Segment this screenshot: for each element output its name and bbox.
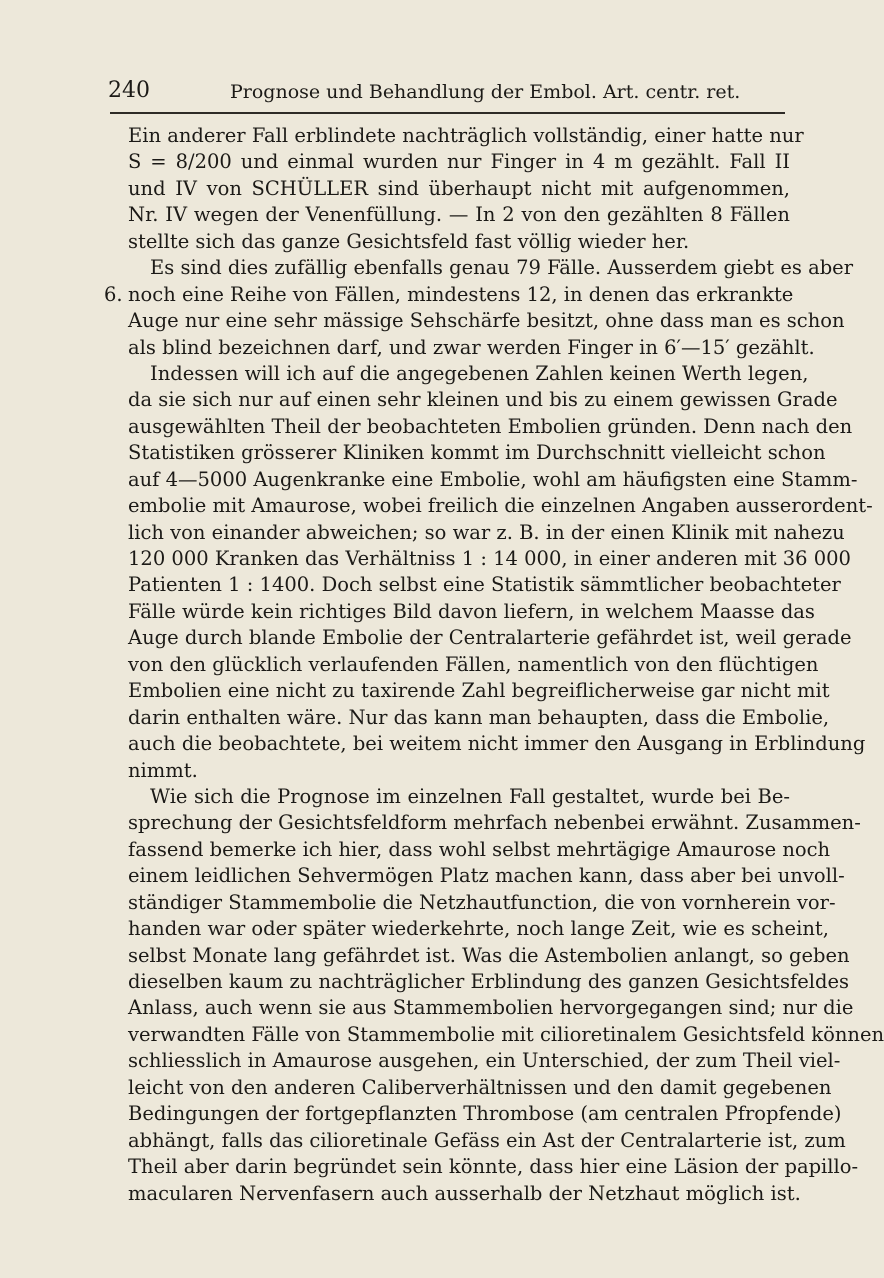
body-text <box>104 123 884 1207</box>
text-line: fassend bemerke ich hier, dass wohl selbst mehrtägige Amaurose noch <box>128 837 831 861</box>
text-line: und IV von SCHÜLLER sind überhaupt nicht mit aufgenommen, <box>128 176 790 200</box>
text-line: von den glücklich verlaufenden Fällen, namentlich von den flüchtigen <box>128 652 819 676</box>
text-line: Patienten 1 : 1400. Doch selbst eine Statistik sämmtlicher beobachteter <box>128 573 841 597</box>
text-line: 120 000 Kranken das Verhältniss 1 : 14 000, in einer anderen mit 36 000 <box>128 547 851 570</box>
text-line: Statistiken grösserer Kliniken kommt im Durchschnitt vielleicht schon <box>128 441 826 465</box>
text-line: noch eine Reihe von Fällen, mindestens 12, in denen das erkrankte <box>128 282 794 306</box>
text-line: Wie sich die Prognose im einzelnen Fall gestaltet, wurde bei Be- <box>150 784 790 808</box>
text-line: sprechung der Gesichtsfeldform mehrfach nebenbei erwähnt. Zusammen- <box>128 811 861 835</box>
text-line: macularen Nervenfasern auch ausserhalb der Netzhaut möglich ist. <box>128 1181 801 1205</box>
text-line: Theil aber darin begründet sein könnte, dass hier eine Läsion der papillo- <box>128 1155 859 1179</box>
text-line: auf 4—5000 Augenkranke eine Embolie, wohl am häufigsten eine Stamm- <box>128 467 858 491</box>
text-line: verwandten Fälle von Stammembolie mit cilioretinalem Gesichtsfeld können <box>128 1022 884 1046</box>
page-header <box>108 74 788 114</box>
text-line: Fälle würde kein richtiges Bild davon liefern, in welchem Maasse das <box>128 599 815 623</box>
text-line: auch die beobachtete, bei weitem nicht immer den Ausgang in Erblindung <box>128 732 866 756</box>
text-line: Es sind dies zufällig ebenfalls genau 79 Fälle. Ausserdem giebt es aber <box>150 256 854 280</box>
line-number-label: 6. <box>104 282 123 306</box>
text-line: stellte sich das ganze Gesichtsfeld fast völlig wieder her. <box>128 229 690 253</box>
text-line: darin enthalten wäre. Nur das kann man behaupten, dass die Embolie, <box>128 705 830 729</box>
text-line: Anlass, auch wenn sie aus Stammembolien hervorgegangen sind; nur die <box>128 996 854 1020</box>
text-line: ausgewählten Theil der beobachteten Embolien gründen. Denn nach den <box>128 414 853 438</box>
text-line: Nr. IV wegen der Venenfüllung. — In 2 von den gezählten 8 Fällen <box>128 203 790 227</box>
text-line: Auge durch blande Embolie der Centralarterie gefährdet ist, weil gerade <box>128 626 852 650</box>
text-line: Embolien eine nicht zu taxirende Zahl begreiflicherweise gar nicht mit <box>128 679 830 703</box>
text-line: handen war oder später wiederkehrte, noch lange Zeit, wie es scheint, <box>128 917 829 941</box>
text-line: selbst Monate lang gefährdet ist. Was die Astembolien anlangt, so geben <box>128 943 850 967</box>
text-line: ständiger Stammembolie die Netzhautfunction, die von vornherein vor- <box>128 890 836 914</box>
text-line: Indessen will ich auf die angegebenen Zahlen keinen Werth legen, <box>150 361 809 385</box>
text-line: embolie mit Amaurose, wobei freilich die einzelnen Angaben ausserordent- <box>128 494 873 518</box>
text-line: Bedingungen der fortgepflanzten Thrombose (am centralen Pfropfende) <box>128 1102 842 1126</box>
text-line: einem leidlichen Sehvermögen Platz machen kann, dass aber bei unvoll- <box>128 864 845 888</box>
text-line: leicht von den anderen Caliberverhältnissen und den damit gegebenen <box>128 1075 832 1099</box>
page-number: 240 <box>108 78 150 103</box>
text-line: als blind bezeichnen darf, und zwar werden Finger in 6′—15′ gezählt. <box>128 335 815 359</box>
text-line: Auge nur eine sehr mässige Sehschärfe besitzt, ohne dass man es schon <box>128 309 845 333</box>
text-line: schliesslich in Amaurose ausgehen, ein Unterschied, der zum Theil viel- <box>128 1049 841 1073</box>
text-line: da sie sich nur auf einen sehr kleinen und bis zu einem gewissen Grade <box>128 388 838 412</box>
text-line: lich von einander abweichen; so war z. B. in der einen Klinik mit nahezu <box>128 520 845 544</box>
text-line-numbered <box>104 282 794 308</box>
text-line: Ein anderer Fall erblindete nachträglich vollständig, einer hatte nur <box>128 124 804 147</box>
text-line: dieselben kaum zu nachträglicher Erblindung des ganzen Gesichtsfeldes <box>128 970 850 993</box>
header-rule <box>110 112 785 114</box>
text-line: abhängt, falls das cilioretinale Gefäss ein Ast der Centralarterie ist, zum <box>128 1128 846 1152</box>
text-line: nimmt. <box>128 758 198 782</box>
running-head: Prognose und Behandlung der Embol. Art. centr. ret. <box>230 81 741 103</box>
text-line: S = 8/200 und einmal wurden nur Finger in 4 m gezählt. Fall II <box>128 150 790 174</box>
